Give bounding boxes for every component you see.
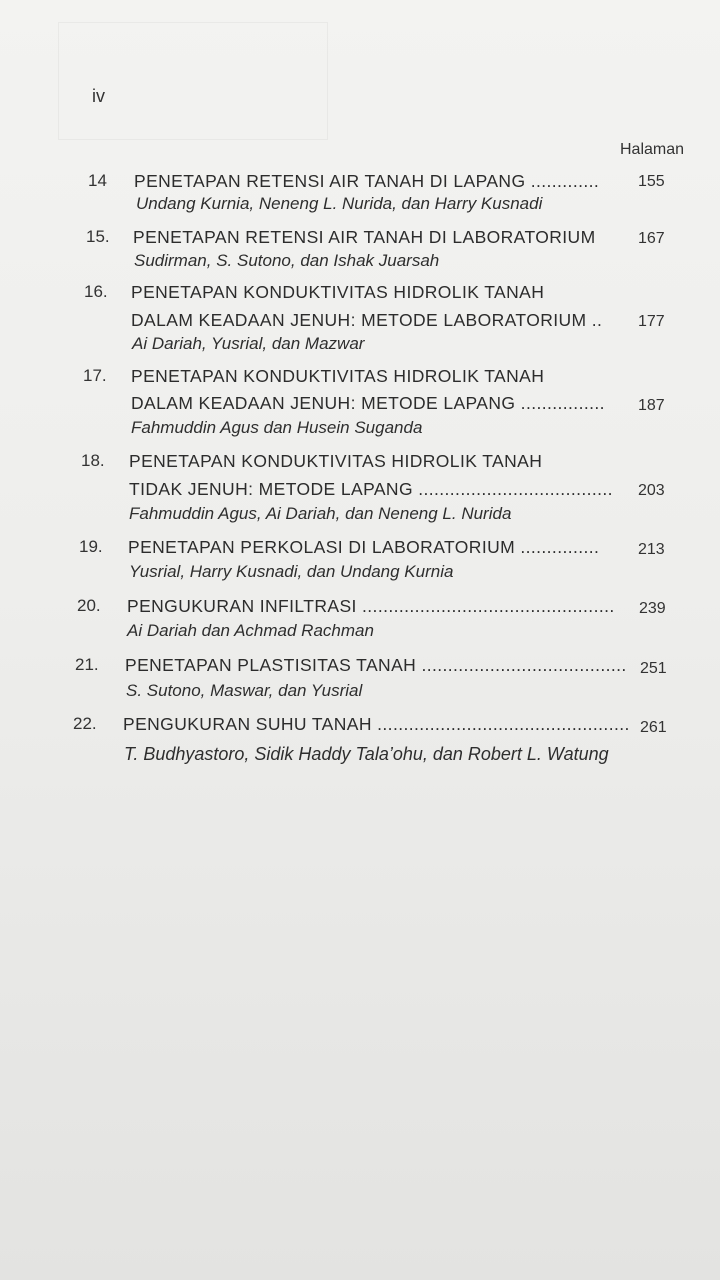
entry-page: 261 bbox=[640, 719, 667, 736]
entry-number: 20. bbox=[77, 596, 101, 615]
entry-title: PENGUKURAN SUHU TANAH ................................................ bbox=[123, 714, 630, 734]
entry-number: 16. bbox=[84, 282, 108, 301]
entry-page: 167 bbox=[638, 230, 665, 247]
entry-title: PENETAPAN PERKOLASI DI LABORATORIUM ............... bbox=[128, 537, 600, 557]
entry-page: 177 bbox=[638, 313, 665, 330]
entry-number: 22. bbox=[73, 714, 97, 733]
entry-page: 203 bbox=[638, 482, 665, 499]
entry-title: PENETAPAN PLASTISITAS TANAH ....................................... bbox=[125, 655, 627, 675]
entry-title: PENETAPAN RETENSI AIR TANAH DI LABORATORIUM bbox=[133, 227, 596, 247]
entry-title-line-1: PENETAPAN KONDUKTIVITAS HIDROLIK TANAH bbox=[129, 451, 543, 471]
entry-title-line-2: TIDAK JENUH: METODE LAPANG ..................................... bbox=[129, 479, 613, 499]
column-header-halaman: Halaman bbox=[620, 141, 685, 158]
entry-page: 251 bbox=[640, 660, 667, 677]
entry-authors: Ai Dariah, Yusrial, dan Mazwar bbox=[132, 334, 365, 353]
entry-authors: Sudirman, S. Sutono, dan Ishak Juarsah bbox=[134, 251, 440, 270]
entry-number: 15. bbox=[86, 227, 110, 246]
entry-number: 18. bbox=[81, 451, 105, 470]
entry-authors: T. Budhyastoro, Sidik Haddy Tala’ohu, dan Robert L. Watung bbox=[124, 744, 609, 764]
entry-number: 21. bbox=[75, 655, 99, 674]
entry-title-line-1: PENETAPAN KONDUKTIVITAS HIDROLIK TANAH bbox=[131, 282, 545, 302]
entry-page: 155 bbox=[638, 173, 665, 190]
entry-authors: S. Sutono, Maswar, dan Yusrial bbox=[126, 681, 363, 700]
entry-page: 213 bbox=[638, 541, 665, 558]
bleed-through-box bbox=[58, 22, 328, 140]
entry-title: PENGUKURAN INFILTRASI ................................................ bbox=[127, 596, 615, 616]
entry-number: 19. bbox=[79, 537, 103, 556]
entry-number: 14 bbox=[88, 171, 107, 190]
page-number: iv bbox=[92, 86, 105, 106]
entry-title: PENETAPAN RETENSI AIR TANAH DI LAPANG ............. bbox=[134, 171, 600, 191]
entry-title-line-2: DALAM KEADAAN JENUH: METODE LABORATORIUM .. bbox=[131, 310, 603, 330]
entry-title-line-1: PENETAPAN KONDUKTIVITAS HIDROLIK TANAH bbox=[131, 366, 545, 386]
entry-page: 187 bbox=[638, 397, 665, 414]
entry-page: 239 bbox=[639, 600, 666, 617]
entry-authors: Ai Dariah dan Achmad Rachman bbox=[127, 621, 374, 640]
entry-number: 17. bbox=[83, 366, 107, 385]
entry-authors: Fahmuddin Agus dan Husein Suganda bbox=[131, 418, 423, 437]
entry-authors: Fahmuddin Agus, Ai Dariah, dan Neneng L. Nurida bbox=[129, 504, 512, 523]
entry-authors: Undang Kurnia, Neneng L. Nurida, dan Harry Kusnadi bbox=[136, 194, 543, 213]
entry-authors: Yusrial, Harry Kusnadi, dan Undang Kurnia bbox=[129, 562, 454, 581]
entry-title-line-2: DALAM KEADAAN JENUH: METODE LAPANG ................ bbox=[131, 393, 605, 413]
